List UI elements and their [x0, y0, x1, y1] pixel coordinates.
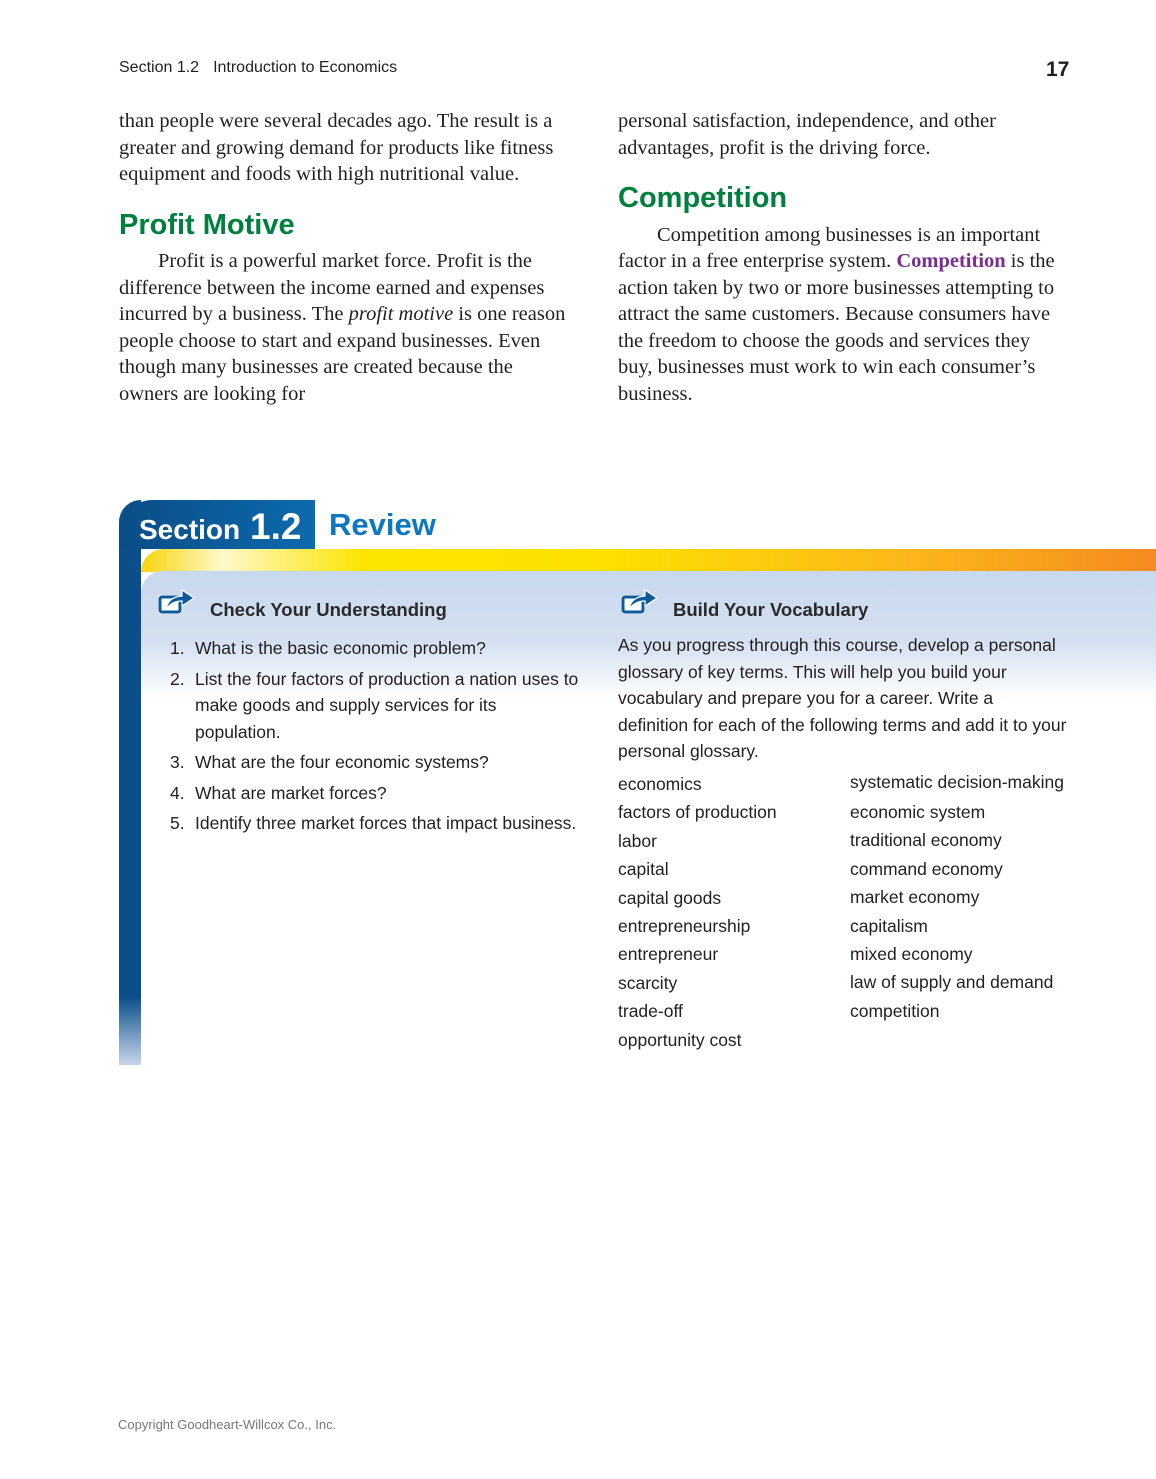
- emphasis-profit-motive: profit motive: [348, 303, 454, 325]
- vocabulary-term: trade-off: [618, 1001, 683, 1022]
- vocabulary-term: entrepreneur: [618, 944, 719, 965]
- left-column: [119, 108, 577, 407]
- question-number: 3.: [170, 752, 185, 772]
- question-text: What is the basic economic problem?: [195, 638, 486, 658]
- vocabulary-term: command economy: [850, 858, 1003, 879]
- question-item: [170, 780, 580, 807]
- vocabulary-term: traditional economy: [850, 830, 1002, 851]
- question-number: 1.: [170, 638, 185, 658]
- question-list: [170, 635, 580, 841]
- question-item: [170, 810, 580, 837]
- vocabulary-terms-left: [618, 770, 777, 1054]
- running-header-title: Introduction to Economics: [213, 59, 398, 76]
- text: is one reason people choose to start and expand businesses. Even though many businesses are created because the owners are looking for: [119, 303, 566, 405]
- question-item: [170, 666, 580, 746]
- question-number: 5.: [170, 813, 185, 833]
- share-arrow-icon: [156, 585, 196, 617]
- vocabulary-term: opportunity cost: [618, 1029, 742, 1050]
- vocabulary-term: capital: [618, 859, 669, 880]
- question-item: [170, 635, 580, 662]
- question-text: Identify three market forces that impact business.: [195, 813, 577, 833]
- check-understanding-heading: Check Your Understanding: [210, 599, 447, 620]
- question-text: What are the four economic systems?: [195, 752, 489, 772]
- review-side-bar: [119, 500, 141, 1065]
- key-term-competition: Competition: [896, 250, 1006, 272]
- text: is the action taken by two or more businesses attempting to attract the same customers. Because consumers have the freedom to choose the goods and services they buy, businesses must work to win each consumer’s business.: [618, 250, 1055, 405]
- vocabulary-term: factors of production: [618, 802, 777, 823]
- question-number: 4.: [170, 782, 185, 803]
- vocabulary-term: market economy: [850, 887, 980, 908]
- tab-section-label: Section: [139, 514, 241, 545]
- tab-section-number: 1.2: [250, 506, 302, 547]
- running-header-section: Section 1.2: [119, 59, 200, 76]
- vocabulary-term: capitalism: [850, 915, 928, 936]
- vocabulary-term: entrepreneurship: [618, 916, 751, 937]
- heading-competition: Competition: [618, 182, 788, 214]
- vocabulary-term: economic system: [850, 802, 986, 822]
- paragraph: [618, 222, 1058, 408]
- vocabulary-terms-right: [850, 770, 1080, 1025]
- text: Competition among businesses is an important factor in a free enterprise system.: [618, 223, 1041, 272]
- copyright: Copyright Goodheart-Willcox Co., Inc.: [118, 1417, 337, 1432]
- text: Profit is a powerful market force. Profit is the difference between the income earned and expenses incurred by a business. The: [119, 250, 545, 325]
- running-header: [119, 59, 397, 77]
- build-vocabulary-heading: Build Your Vocabulary: [673, 599, 869, 620]
- right-column: [618, 108, 1058, 407]
- vocabulary-term: capital goods: [618, 887, 722, 908]
- paragraph: [119, 248, 577, 407]
- vocabulary-term: labor: [618, 830, 657, 851]
- question-number: 2.: [170, 668, 185, 689]
- question-item: [170, 749, 580, 776]
- question-text: List the four factors of production a nation uses to make goods and supply services for its population.: [195, 668, 579, 742]
- question-text: What are market forces?: [195, 782, 387, 803]
- vocabulary-term: law of supply and demand: [850, 972, 1054, 993]
- vocabulary-term: competition: [850, 1000, 940, 1021]
- vocabulary-term: systematic decision-making: [850, 772, 1064, 792]
- page-number: 17: [1046, 58, 1070, 81]
- paragraph: personal satisfaction, independence, and other advantages, profit is the driving force.: [618, 110, 996, 159]
- vocabulary-intro: As you progress through this course, develop a personal glossary of key terms. This will help you build your vocabulary and prepare you for a career. Write a definition for each of the following terms and add it to your personal glossary.: [618, 635, 1067, 761]
- vocabulary-term: scarcity: [618, 972, 678, 993]
- heading-profit-motive: Profit Motive: [119, 208, 295, 241]
- vocabulary-term: economics: [618, 774, 702, 794]
- review-title: Review: [329, 507, 436, 542]
- review-stripe: [141, 549, 1156, 572]
- paragraph: than people were several decades ago. The result is a greater and growing demand for products like fitness equipment and foods with high nutritional value.: [119, 110, 554, 185]
- share-arrow-icon: [619, 585, 659, 617]
- review-tab: [119, 500, 315, 549]
- vocabulary-term: mixed economy: [850, 944, 973, 965]
